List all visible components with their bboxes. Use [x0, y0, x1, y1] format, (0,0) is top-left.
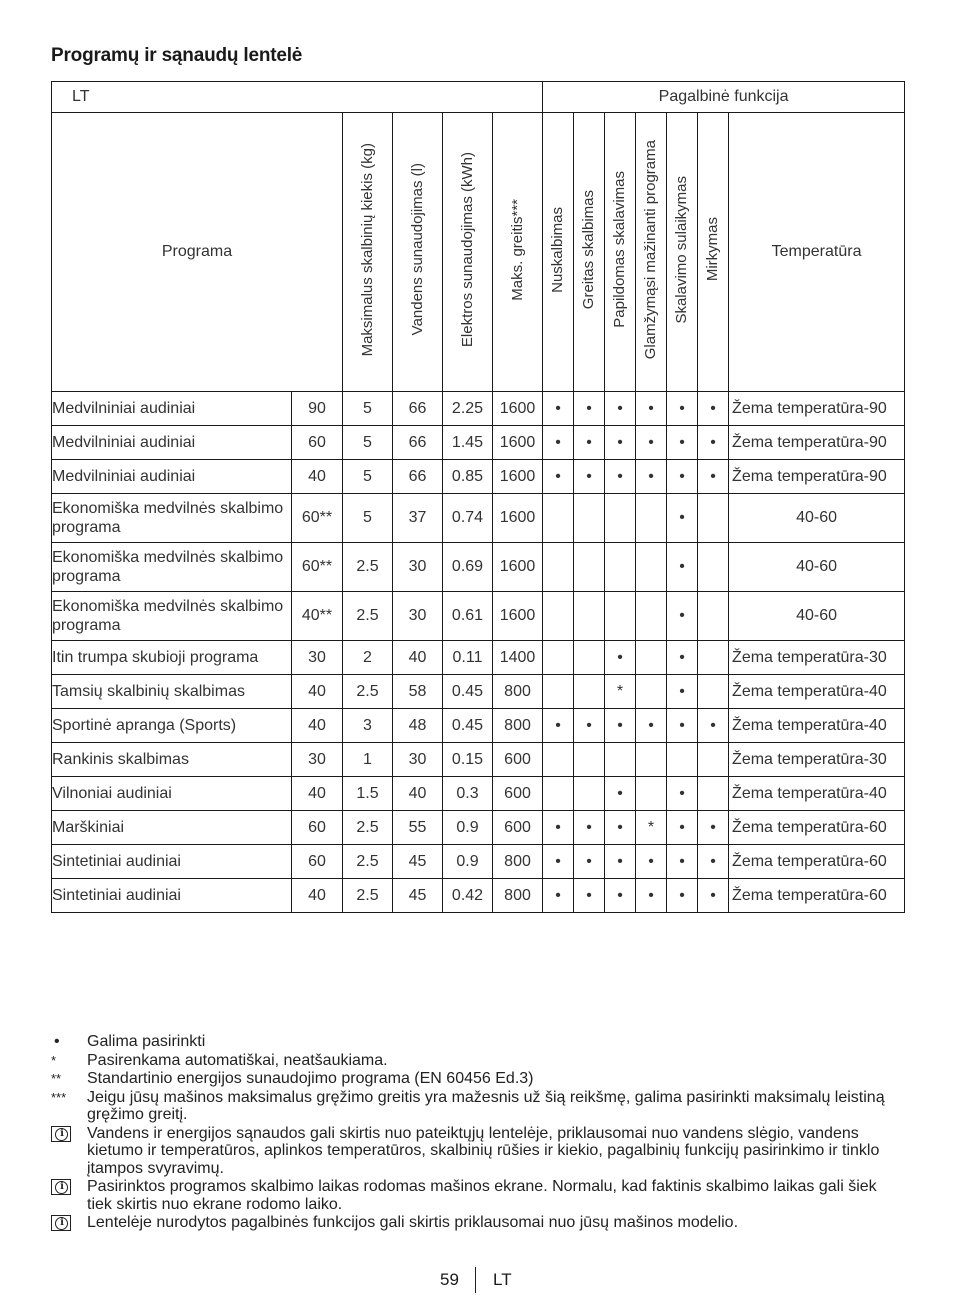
value-cell-water: 30 [393, 543, 443, 592]
value-cell-speed: 1600 [493, 392, 543, 426]
temperature-range: Žema temperatūra-60 [729, 811, 905, 845]
program-name: Marškiniai [52, 811, 292, 845]
aux-function-cell: • [698, 811, 729, 845]
temperature-range: Žema temperatūra-40 [729, 777, 905, 811]
aux-function-cell: • [574, 845, 605, 879]
value-cell-load: 5 [343, 494, 393, 543]
aux-function-cell: • [574, 709, 605, 743]
value-cell-energy: 0.42 [443, 879, 493, 913]
aux-function-cell [574, 675, 605, 709]
table-row [52, 460, 905, 494]
program-name: Rankinis skalbimas [52, 743, 292, 777]
temperature-range: Žema temperatūra-60 [729, 845, 905, 879]
aux-function-cell [543, 641, 574, 675]
aux-function-cell: • [698, 426, 729, 460]
value-cell-temp: 40** [292, 592, 343, 641]
footer-divider [475, 1267, 476, 1293]
aux-function-cell: • [605, 777, 636, 811]
value-cell-temp: 60** [292, 494, 343, 543]
footnotes [51, 1033, 901, 1233]
col-water: Vandens sunaudojimas (l) [393, 113, 443, 392]
temperature-range: Žema temperatūra-30 [729, 641, 905, 675]
program-name: Vilnoniai audiniai [52, 777, 292, 811]
value-cell-temp: 40 [292, 460, 343, 494]
value-cell-temp: 40 [292, 879, 343, 913]
value-cell-load: 2.5 [343, 675, 393, 709]
value-cell-temp: 60** [292, 543, 343, 592]
table-row [52, 777, 905, 811]
value-cell-speed: 600 [493, 743, 543, 777]
col-program: Programa [52, 113, 343, 392]
temperature-range: Žema temperatūra-30 [729, 743, 905, 777]
value-cell-temp: 60 [292, 426, 343, 460]
program-name: Medvilniniai audiniai [52, 426, 292, 460]
aux-function-cell: • [667, 845, 698, 879]
temperature-range: 40-60 [729, 592, 905, 641]
value-cell-temp: 40 [292, 675, 343, 709]
aux-function-cell: • [667, 494, 698, 543]
aux-function-cell: • [667, 879, 698, 913]
aux-function-cell: • [543, 426, 574, 460]
value-cell-water: 66 [393, 460, 443, 494]
footer-lang: LT [493, 1270, 512, 1289]
aux-function-cell [636, 543, 667, 592]
footnote-text: Vandens ir energijos sąnaudos gali skirtis nuo pateiktųjų lentelėje, priklausomai nuo vandens slėgio, vandens kietumo ir temperatūros, aplinkos temperatūros, skalbinių rūšies ir kiekio, pagalbinių funkcijų pasirinkimo ir tinklo įtampos svyravimų. [87, 1124, 880, 1177]
aux-function-cell: • [605, 709, 636, 743]
aux-function-cell [636, 675, 667, 709]
value-cell-load: 2.5 [343, 811, 393, 845]
temperature-range: Žema temperatūra-90 [729, 460, 905, 494]
aux-function-cell [698, 543, 729, 592]
value-cell-speed: 800 [493, 675, 543, 709]
aux-function-cell: • [667, 592, 698, 641]
aux-function-cell: • [543, 460, 574, 494]
table-row [52, 592, 905, 641]
aux-function-cell: • [605, 460, 636, 494]
aux-function-cell: • [667, 811, 698, 845]
value-cell-load: 2.5 [343, 592, 393, 641]
footnote [51, 1178, 901, 1213]
value-cell-load: 1.5 [343, 777, 393, 811]
value-cell-speed: 1600 [493, 592, 543, 641]
aux-function-cell [574, 641, 605, 675]
table-row [52, 811, 905, 845]
info-icon: i [51, 1215, 71, 1231]
value-cell-speed: 800 [493, 709, 543, 743]
temperature-range: Žema temperatūra-60 [729, 879, 905, 913]
value-cell-energy: 0.15 [443, 743, 493, 777]
value-cell-temp: 60 [292, 811, 343, 845]
program-name: Sintetiniai audiniai [52, 845, 292, 879]
aux-function-cell: • [667, 641, 698, 675]
temperature-range: Žema temperatūra-40 [729, 709, 905, 743]
footnote [51, 1125, 901, 1178]
footnote [51, 1214, 901, 1232]
footnote-symbol: *** [51, 1089, 67, 1105]
table-row [52, 675, 905, 709]
col-energy: Elektros sunaudojimas (kWh) [443, 113, 493, 392]
footnote-text: Standartinio energijos sunaudojimo programa (EN 60456 Ed.3) [87, 1070, 534, 1087]
aux-function-cell [667, 743, 698, 777]
aux-function-cell [636, 743, 667, 777]
value-cell-water: 55 [393, 811, 443, 845]
value-cell-speed: 1600 [493, 460, 543, 494]
aux-function-cell [698, 494, 729, 543]
temperature-range: 40-60 [729, 543, 905, 592]
aux-function-cell: • [636, 426, 667, 460]
col-extra-rinse: Papildomas skalavimas [605, 113, 636, 392]
program-name: Medvilniniai audiniai [52, 392, 292, 426]
aux-function-cell: • [574, 460, 605, 494]
col-soak: Mirkymas [698, 113, 729, 392]
aux-function-cell [543, 675, 574, 709]
value-cell-temp: 40 [292, 777, 343, 811]
aux-function-cell: • [667, 460, 698, 494]
value-cell-speed: 1400 [493, 641, 543, 675]
footnote-symbol: * [51, 1052, 57, 1068]
value-cell-load: 2.5 [343, 543, 393, 592]
value-cell-load: 2 [343, 641, 393, 675]
aux-function-cell: • [667, 543, 698, 592]
value-cell-speed: 1600 [493, 426, 543, 460]
footnote [51, 1070, 901, 1088]
value-cell-energy: 0.3 [443, 777, 493, 811]
footnote [51, 1033, 901, 1051]
value-cell-water: 37 [393, 494, 443, 543]
aux-function-cell: • [543, 811, 574, 845]
aux-function-cell: • [574, 392, 605, 426]
aux-function-cell [698, 743, 729, 777]
aux-function-cell [574, 543, 605, 592]
value-cell-temp: 30 [292, 641, 343, 675]
footnote [51, 1089, 901, 1124]
value-cell-load: 2.5 [343, 879, 393, 913]
aux-function-cell [543, 777, 574, 811]
aux-function-cell: • [605, 392, 636, 426]
aux-function-cell: • [667, 675, 698, 709]
value-cell-water: 30 [393, 743, 443, 777]
value-cell-temp: 30 [292, 743, 343, 777]
aux-function-cell: • [543, 709, 574, 743]
program-name: Medvilniniai audiniai [52, 460, 292, 494]
aux-function-cell: • [667, 392, 698, 426]
info-icon: i [51, 1126, 71, 1142]
aux-function-cell [605, 743, 636, 777]
temperature-range: 40-60 [729, 494, 905, 543]
program-name: Sintetiniai audiniai [52, 879, 292, 913]
aux-function-cell [543, 743, 574, 777]
value-cell-energy: 0.61 [443, 592, 493, 641]
value-cell-energy: 0.9 [443, 845, 493, 879]
temperature-range: Žema temperatūra-40 [729, 675, 905, 709]
aux-function-cell: • [698, 460, 729, 494]
value-cell-energy: 0.74 [443, 494, 493, 543]
aux-function-cell [574, 777, 605, 811]
table-row [52, 709, 905, 743]
aux-function-cell: • [667, 777, 698, 811]
value-cell-energy: 0.69 [443, 543, 493, 592]
table-row [52, 641, 905, 675]
footnote-text: Pasirinktos programos skalbimo laikas rodomas mašinos ekrane. Normalu, kad faktinis skalbimo laikas gali šiek tiek skirtis nuo ekrane rodomo laiko. [87, 1178, 877, 1213]
value-cell-water: 66 [393, 392, 443, 426]
aux-function-cell: • [698, 879, 729, 913]
temperature-range: Žema temperatūra-90 [729, 392, 905, 426]
col-quick: Greitas skalbimas [574, 113, 605, 392]
program-name: Ekonomiška medvilnės skalbimo programa [52, 494, 292, 543]
value-cell-load: 3 [343, 709, 393, 743]
aux-function-cell: • [543, 879, 574, 913]
table-row [52, 494, 905, 543]
value-cell-temp: 60 [292, 845, 343, 879]
aux-function-cell: • [636, 460, 667, 494]
col-anticrease: Glamžymąsi mažinanti programa [636, 113, 667, 392]
aux-function-cell: • [605, 426, 636, 460]
value-cell-energy: 2.25 [443, 392, 493, 426]
footnote-text: Lentelėje nurodytos pagalbinės funkcijos gali skirtis priklausomai nuo jūsų mašinos modelio. [87, 1214, 739, 1231]
info-icon: i [51, 1179, 71, 1195]
aux-function-cell: • [543, 845, 574, 879]
aux-function-cell: • [605, 879, 636, 913]
program-name: Sportinė apranga (Sports) [52, 709, 292, 743]
aux-function-cell [698, 675, 729, 709]
value-cell-load: 1 [343, 743, 393, 777]
aux-function-cell [574, 743, 605, 777]
footnote-text: Galima pasirinkti [87, 1033, 206, 1050]
aux-function-cell [636, 494, 667, 543]
program-name: Ekonomiška medvilnės skalbimo programa [52, 592, 292, 641]
value-cell-speed: 600 [493, 811, 543, 845]
aux-function-cell: • [698, 392, 729, 426]
program-table [51, 81, 905, 913]
table-row [52, 743, 905, 777]
value-cell-water: 58 [393, 675, 443, 709]
value-cell-load: 5 [343, 460, 393, 494]
value-cell-water: 45 [393, 845, 443, 879]
footnote-text: Jeigu jūsų mašinos maksimalus gręžimo greitis yra mažesnis už šią reikšmę, galima pasirinkti maksimalų leistiną gręžimo greitį. [87, 1088, 885, 1123]
aux-function-cell [543, 543, 574, 592]
value-cell-water: 66 [393, 426, 443, 460]
aux-function-cell [574, 592, 605, 641]
aux-function-cell [636, 592, 667, 641]
value-cell-energy: 0.45 [443, 675, 493, 709]
aux-function-cell [605, 592, 636, 641]
aux-function-cell [636, 777, 667, 811]
footnote-symbol: ** [51, 1071, 62, 1086]
value-cell-temp: 90 [292, 392, 343, 426]
footnote-text: Pasirenkama automatiškai, neatšaukiama. [87, 1051, 388, 1069]
aux-function-cell [543, 592, 574, 641]
value-cell-energy: 0.11 [443, 641, 493, 675]
col-temp: Temperatūra [729, 113, 905, 392]
value-cell-load: 5 [343, 392, 393, 426]
aux-function-cell: * [605, 675, 636, 709]
aux-function-cell: • [574, 426, 605, 460]
table-row [52, 845, 905, 879]
value-cell-energy: 0.9 [443, 811, 493, 845]
value-cell-speed: 800 [493, 879, 543, 913]
table-row [52, 543, 905, 592]
value-cell-speed: 1600 [493, 543, 543, 592]
program-name: Ekonomiška medvilnės skalbimo programa [52, 543, 292, 592]
aux-function-cell: • [667, 709, 698, 743]
value-cell-energy: 1.45 [443, 426, 493, 460]
temperature-range: Žema temperatūra-90 [729, 426, 905, 460]
footnote-symbol: • [54, 1033, 60, 1050]
aux-function-cell [636, 641, 667, 675]
aux-function-cell [605, 494, 636, 543]
aux-function-cell: • [605, 845, 636, 879]
footnote [51, 1052, 901, 1070]
aux-function-cell: • [698, 845, 729, 879]
page-number: 59 [440, 1270, 459, 1289]
value-cell-energy: 0.45 [443, 709, 493, 743]
aux-function-cell: • [605, 811, 636, 845]
table-row [52, 426, 905, 460]
page-title: Programų ir sąnaudų lentelė [51, 45, 303, 66]
aux-function-cell: • [667, 426, 698, 460]
aux-function-cell [605, 543, 636, 592]
value-cell-energy: 0.85 [443, 460, 493, 494]
col-rinse-hold: Skalavimo sulaikymas [667, 113, 698, 392]
aux-function-cell [698, 777, 729, 811]
col-prewash: Nuskalbimas [543, 113, 574, 392]
value-cell-water: 45 [393, 879, 443, 913]
aux-function-cell: • [605, 641, 636, 675]
aux-function-cell [698, 592, 729, 641]
program-name: Itin trumpa skubioji programa [52, 641, 292, 675]
value-cell-water: 40 [393, 641, 443, 675]
program-name: Tamsių skalbinių skalbimas [52, 675, 292, 709]
lang-label: LT [52, 82, 543, 113]
col-speed: Maks. greitis*** [493, 113, 543, 392]
value-cell-temp: 40 [292, 709, 343, 743]
aux-function-cell: • [636, 392, 667, 426]
aux-function-cell: • [543, 392, 574, 426]
aux-function-cell: • [636, 845, 667, 879]
value-cell-water: 40 [393, 777, 443, 811]
value-cell-water: 30 [393, 592, 443, 641]
value-cell-speed: 600 [493, 777, 543, 811]
aux-function-cell: • [636, 709, 667, 743]
value-cell-speed: 800 [493, 845, 543, 879]
aux-function-cell: • [636, 879, 667, 913]
aux-function-cell: • [698, 709, 729, 743]
value-cell-load: 2.5 [343, 845, 393, 879]
table-row [52, 392, 905, 426]
value-cell-speed: 1600 [493, 494, 543, 543]
aux-function-cell: • [574, 879, 605, 913]
aux-function-cell: * [636, 811, 667, 845]
aux-function-cell [698, 641, 729, 675]
col-max-load: Maksimalus skalbinių kiekis (kg) [343, 113, 393, 392]
value-cell-load: 5 [343, 426, 393, 460]
aux-function-cell [574, 494, 605, 543]
aux-function-cell: • [574, 811, 605, 845]
aux-function-cell [543, 494, 574, 543]
value-cell-water: 48 [393, 709, 443, 743]
table-row [52, 879, 905, 913]
aux-function-header: Pagalbinė funkcija [543, 82, 905, 113]
